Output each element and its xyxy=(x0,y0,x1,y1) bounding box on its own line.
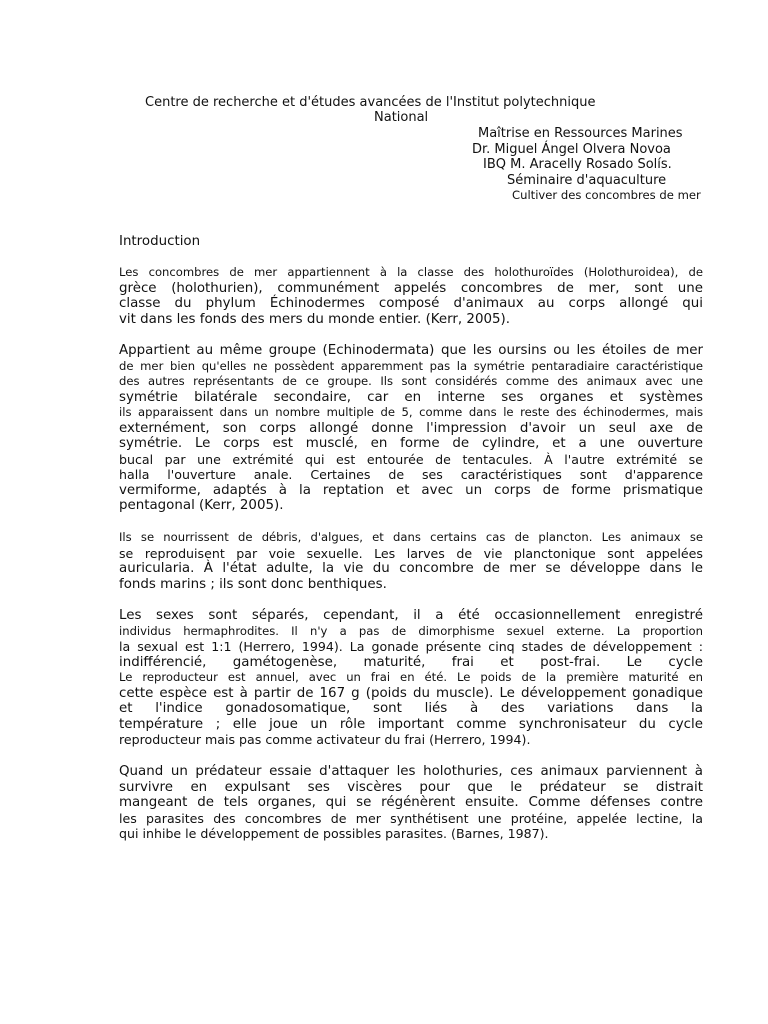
paragraph-line: Quand un prédateur essaie d'attaquer les holothuries, ces animaux parviennent à xyxy=(119,764,703,779)
paragraph-line: se reproduisent par voie sexuelle. Les larves de vie planctonique sont appelées xyxy=(119,545,703,561)
paragraph-line: fonds marins ; ils sont donc benthiques. xyxy=(119,576,387,592)
paragraph-5 xyxy=(119,764,703,842)
paragraph-line: externément, son corps allongé donne l'impression d'avoir un seul axe de xyxy=(119,420,703,436)
paragraph-line: Ils se nourrissent de débris, d'algues, et dans certains cas de plancton. Les animaux se xyxy=(119,530,703,544)
paragraph-line: reproducteur mais pas comme activateur du frai (Herrero, 1994). xyxy=(119,732,531,747)
paragraph-line: cette espèce est à partir de 167 g (poids du muscle). Le développement gonadique xyxy=(119,685,703,701)
paragraph-1 xyxy=(119,265,703,327)
paragraph-line: Appartient au même groupe (Echinodermata) que les oursins ou les étoiles de mer xyxy=(119,343,703,358)
paragraph-line: individus hermaphrodites. Il n'y a pas de dimorphisme sexuel externe. La proportion xyxy=(119,623,703,638)
author-1: Dr. Miguel Ángel Olvera Novoa xyxy=(472,142,671,157)
paragraph-line: des autres représentants de ce groupe. Ils sont considérés comme des animaux avec une xyxy=(119,374,703,388)
document-subtitle: Cultiver des concombres de mer xyxy=(512,188,701,202)
section-heading: Introduction xyxy=(119,234,201,249)
paragraph-line: température ; elle joue un rôle important comme synchronisateur du cycle xyxy=(119,716,703,732)
paragraph-line: Les concombres de mer appartiennent à la classe des holothuroïdes (Holothuroidea), de xyxy=(119,265,703,279)
paragraph-line: auricularia. À l'état adulte, la vie du concombre de mer se développe dans le xyxy=(119,561,703,576)
paragraph-line: ils apparaissent dans un nombre multiple de 5, comme dans le reste des échinodermes, mais xyxy=(119,405,703,419)
paragraph-line: les parasites des concombres de mer synthétisent une protéine, appelée lectine, la xyxy=(119,810,703,826)
paragraph-line: qui inhibe le développement de possibles parasites. (Barnes, 1987). xyxy=(119,826,549,841)
paragraph-line: vermiforme, adaptés à la reptation et avec un corps de forme prismatique xyxy=(119,482,703,498)
institution-title-line2: National xyxy=(374,110,429,125)
paragraph-line: et l'indice gonadosomatique, sont liés à des variations dans la xyxy=(119,701,703,716)
program-name: Maîtrise en Ressources Marines xyxy=(478,126,683,141)
institution-title-line1: Centre de recherche et d'études avancées de l'Institut polytechnique xyxy=(145,95,596,110)
paragraph-4 xyxy=(119,608,703,748)
paragraph-line: symétrie. Le corps est musclé, en forme de cylindre, et a une ouverture xyxy=(119,436,703,451)
paragraph-line: la sexual est 1:1 (Herrero, 1994). La gonade présente cinq stades de développement : xyxy=(119,639,703,654)
paragraph-line: Le reproducteur est annuel, avec un frai en été. Le poids de la première maturité en xyxy=(119,670,703,684)
paragraph-line: symétrie bilatérale secondaire, car en interne ses organes et systèmes xyxy=(119,389,703,405)
paragraph-line: mangeant de tels organes, qui se régénèrent ensuite. Comme défenses contre xyxy=(119,795,703,810)
author-2: IBQ M. Aracelly Rosado Solís. xyxy=(483,157,672,172)
paragraph-line: bucal par une extrémité qui est entourée de tentacules. À l'autre extrémité se xyxy=(119,451,703,467)
paragraph-line: Les sexes sont séparés, cependant, il a été occasionnellement enregistré xyxy=(119,608,703,623)
seminar-name: Séminaire d'aquaculture xyxy=(507,173,667,188)
paragraph-3 xyxy=(119,530,703,592)
paragraph-line: pentagonal (Kerr, 2005). xyxy=(119,498,284,513)
paragraph-line: grèce (holothurien), communément appelés concombres de mer, sont une xyxy=(119,280,703,296)
paragraph-line: halla l'ouverture anale. Certaines de ses caractéristiques sont d'apparence xyxy=(119,467,703,482)
paragraph-line: classe du phylum Échinodermes composé d'animaux au corps allongé qui xyxy=(119,296,703,311)
paragraph-line: survivre en expulsant ses viscères pour que le prédateur se distrait xyxy=(119,779,703,795)
paragraph-line: vit dans les fonds des mers du monde entier. (Kerr, 2005). xyxy=(119,311,510,327)
paragraph-2 xyxy=(119,343,703,514)
paragraph-line: indifférencié, gamétogenèse, maturité, frai et post-frai. Le cycle xyxy=(119,654,703,670)
paragraph-line: de mer bien qu'elles ne possèdent apparemment pas la symétrie pentaradiaire caractéristique xyxy=(119,358,703,373)
